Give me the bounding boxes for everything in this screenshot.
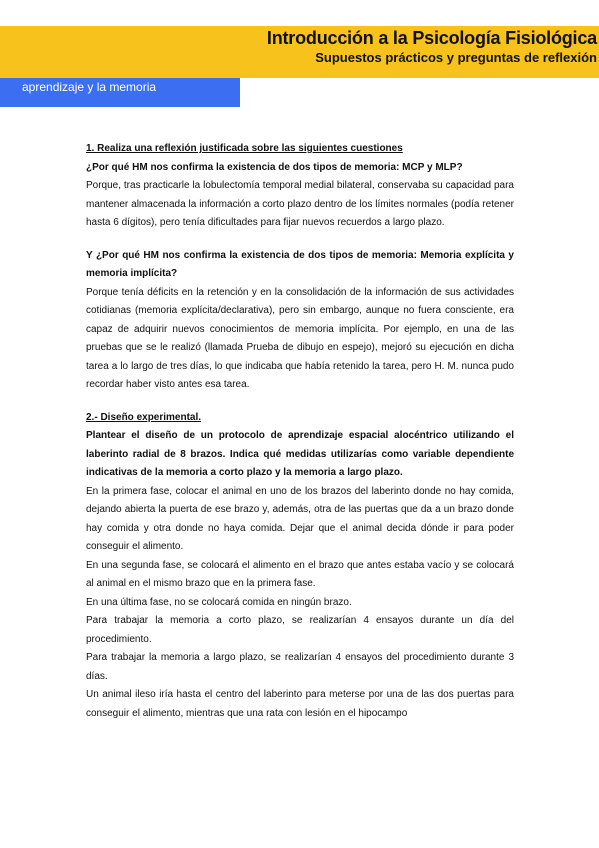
section-tag-label: aprendizaje y la memoria bbox=[22, 80, 157, 94]
question-1: ¿Por qué HM nos confirma la existencia de dos tipos de memoria: MCP y MLP? bbox=[86, 161, 463, 173]
answer-2: Porque tenía déficits en la retención y en la consolidación de la información de sus actividades cotidianas (memoria explícita/declarativa), pero sin embargo, aunque no fuera consciente, era capaz de adquirir nuevos conocimientos de memoria implícita. Por ejemplo, en una de las pruebas que se le realizó (llamada Prueba de dibujo en espejo), mejoró su ejecución en dicha tarea a lo largo de tres días, lo que indicaba que había retenido la tarea, pero H. M. nunca pudo recordar haber visto antes esa tarea. bbox=[86, 286, 514, 390]
spacer bbox=[86, 233, 514, 247]
paragraph: Para trabajar la memoria a largo plazo, se realizarían 4 ensayos del procedimiento durante 3 días. bbox=[86, 652, 514, 682]
paragraph: En una última fase, no se colocará comida en ningún brazo. bbox=[86, 596, 352, 608]
paragraph: En una segunda fase, se colocará el alimento en el brazo que antes estaba vacío y se colocará al animal en el mismo brazo que en la primera fase. bbox=[86, 559, 514, 589]
document-title: Introducción a la Psicología Fisiológica bbox=[266, 28, 597, 48]
paragraph: Para trabajar la memoria a corto plazo, se realizarían 4 ensayos durante un día del procedimiento. bbox=[86, 615, 514, 645]
paragraph: En la primera fase, colocar el animal en uno de los brazos del laberinto donde no hay comida, dejando abierta la puerta de ese brazo y, además, otra de las puertas que da a un brazo donde hay comida y otra donde no haya comida. Dejar que el animal decida dónde ir para poder conseguir el alimento. bbox=[86, 485, 514, 552]
answer-1: Porque, tras practicarle la lobulectomía temporal medial bilateral, conservaba su capacidad para mantener almacenada la información a corto plazo dentro de los límites normales (podía retener hasta 6 dígitos), pero tenía dificultades para fijar nuevos recuerdos a largo plazo. bbox=[86, 180, 514, 228]
document-subtitle: Supuestos prácticos y preguntas de reflexión bbox=[315, 50, 597, 65]
section-1-heading: 1. Realiza una reflexión justificada sobre las siguientes cuestiones bbox=[86, 143, 403, 154]
section-2-heading: 2.- Diseño experimental. bbox=[86, 411, 202, 423]
paragraph: Un animal ileso iría hasta el centro del laberinto para meterse por una de las dos puertas para conseguir el alimento, mientras que una rata con lesión en el hipocampo bbox=[86, 689, 514, 719]
section-2-prompt: Plantear el diseño de un protocolo de aprendizaje espacial alocéntrico utilizando el laberinto radial de 8 brazos. Indica qué medidas utilizarías como variable dependiente indicativas de la memoria a corto plazo y la memoria a largo plazo. bbox=[86, 430, 514, 478]
section-tag bbox=[0, 78, 240, 107]
question-2: Y ¿Por qué HM nos confirma la existencia de dos tipos de memoria: Memoria explícita y memoria implícita? bbox=[86, 249, 514, 279]
spacer bbox=[86, 395, 514, 409]
document-body bbox=[86, 140, 514, 723]
